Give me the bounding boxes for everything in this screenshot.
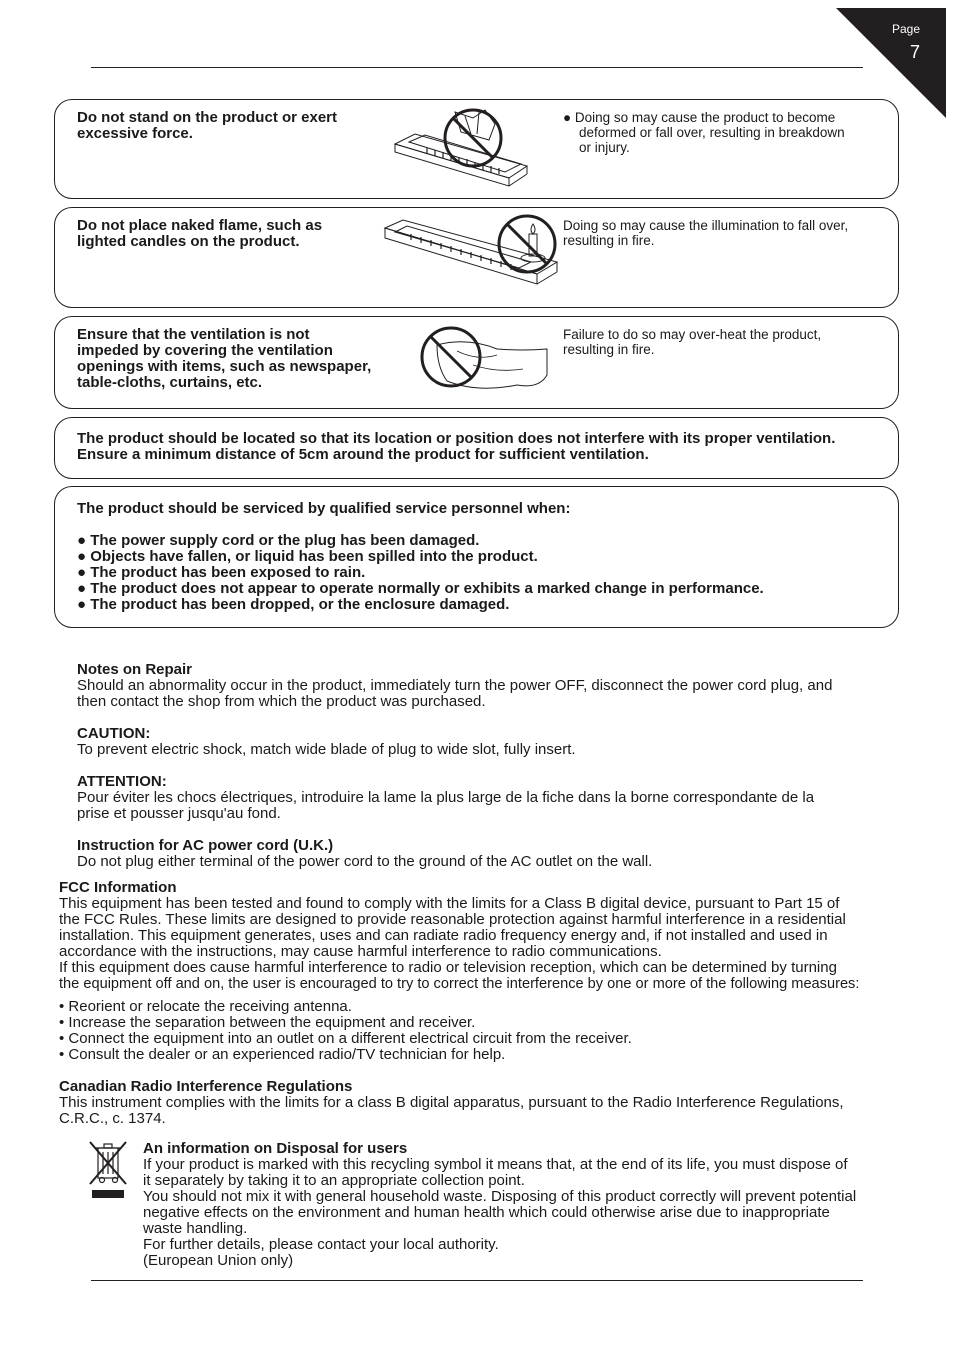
service-intro: The product should be serviced by qualified service personnel when: (77, 500, 571, 517)
ventilation-line: Ensure a minimum distance of 5cm around the product for sufficient ventilation. (77, 446, 649, 463)
fcc-line: the FCC Rules. These limits are designed to provide reasonable protection against harmful interference in a residential (59, 911, 846, 928)
disposal-line: waste handling. (143, 1220, 248, 1237)
fcc-section (59, 880, 949, 992)
repair-section (77, 662, 937, 710)
warning-desc-line: deformed or fall over, resulting in breakdown (579, 125, 845, 140)
warning-box-ventilation (54, 316, 899, 409)
disposal-line: it separately by taking it to an appropriate collection point. (143, 1172, 525, 1189)
repair-line: then contact the shop from which the product was purchased. (77, 693, 486, 710)
no-candle-on-piano-icon (381, 212, 561, 306)
warning-desc-line: Doing so may cause the illumination to fall over, (563, 218, 849, 233)
disposal-line: negative effects on the environment and human health which could otherwise arise due to inappropriate (143, 1204, 830, 1221)
caution-section (77, 726, 937, 758)
ventilation-box (54, 417, 899, 479)
disposal-line: For further details, please contact your local authority. (143, 1236, 499, 1253)
warning-desc-line: or injury. (579, 140, 630, 155)
fcc-line: installation. This equipment generates, uses and can radiate radio frequency energy and, if not installed and used in (59, 927, 828, 944)
no-standing-on-piano-icon (391, 104, 531, 198)
repair-heading: Notes on Repair (77, 661, 193, 678)
fcc-measure-item: • Connect the equipment into an outlet on a different electrical circuit from the receiver. (59, 1030, 632, 1047)
service-item: ● The product does not appear to operate normally or exhibits a marked change in performance. (77, 580, 764, 597)
ventilation-text (77, 431, 835, 463)
bottom-rule (91, 1280, 863, 1281)
warning-title-line: table-cloths, curtains, etc. (77, 374, 263, 391)
caution-line: To prevent electric shock, match wide blade of plug to wide slot, fully insert. (77, 741, 576, 758)
canada-line: C.R.C., c. 1374. (59, 1110, 166, 1127)
warning-desc-line: ● Doing so may cause the product to become (563, 110, 836, 125)
fcc-heading: FCC Information (59, 879, 177, 896)
fcc-line: This equipment has been tested and found to comply with the limits for a Class B digital device, pursuant to Part 15 of (59, 895, 840, 912)
warning-desc-line: resulting in fire. (563, 342, 655, 357)
attention-line: prise et pousser jusqu'au fond. (77, 805, 281, 822)
page-label: Page (892, 22, 921, 36)
page-number: 7 (910, 42, 921, 62)
warning-description (563, 110, 883, 155)
warning-box-flame (54, 207, 899, 308)
warning-desc-line: Failure to do so may over-heat the product, (563, 327, 822, 342)
warning-title-line: Do not place naked flame, such as (77, 217, 323, 234)
attention-heading: ATTENTION: (77, 773, 167, 790)
disposal-line: If your product is marked with this recycling symbol it means that, at the end of its life, you must dispose of (143, 1156, 848, 1173)
no-covered-vents-icon (417, 321, 553, 405)
service-text (77, 501, 764, 613)
warning-title (77, 327, 371, 391)
warning-title-line: lighted candles on the product. (77, 233, 300, 250)
repair-line: Should an abnormality occur in the product, immediately turn the power OFF, disconnect the power cord plug, and (77, 677, 833, 694)
fcc-line: accordance with the instructions, may cause harmful interference to radio communications. (59, 943, 662, 960)
fcc-measures-list (59, 999, 919, 1063)
disposal-line: (European Union only) (143, 1252, 294, 1269)
canada-line: This instrument complies with the limits for a class B digital apparatus, pursuant to the Radio Interference Regulations, (59, 1094, 844, 1111)
service-item: ● The product has been exposed to rain. (77, 564, 366, 581)
canada-section (59, 1079, 939, 1127)
uk-cord-section (77, 838, 937, 870)
fcc-measure-item: • Increase the separation between the equipment and receiver. (59, 1014, 476, 1031)
disposal-line: You should not mix it with general household waste. Disposing of this product correctly will prevent potential (143, 1188, 857, 1205)
attention-section (77, 774, 937, 822)
disposal-heading: An information on Disposal for users (143, 1140, 408, 1157)
service-item: ● Objects have fallen, or liquid has been spilled into the product. (77, 548, 538, 565)
fcc-line: the equipment off and on, the user is encouraged to try to correct the interference by one or more of the following measures: (59, 976, 860, 992)
crossed-out-bin-icon (86, 1138, 130, 1200)
warning-title-line: Do not stand on the product or exert (77, 109, 338, 126)
warning-title (77, 218, 322, 250)
fcc-measure-item: • Reorient or relocate the receiving antenna. (59, 998, 352, 1015)
ventilation-line: The product should be located so that its location or position does not interfere with its proper ventilation. (77, 430, 836, 447)
uk-cord-heading: Instruction for AC power cord (U.K.) (77, 837, 334, 854)
warning-title (77, 110, 337, 142)
warning-description (563, 218, 883, 248)
attention-line: Pour éviter les chocs électriques, introduire la lame la plus large de la fiche dans la borne correspondante de la (77, 789, 815, 806)
canada-heading: Canadian Radio Interference Regulations (59, 1078, 353, 1095)
fcc-measure-item: • Consult the dealer or an experienced radio/TV technician for help. (59, 1046, 506, 1063)
service-item: ● The product has been dropped, or the enclosure damaged. (77, 596, 510, 613)
warning-title-line: impeded by covering the ventilation (77, 342, 333, 359)
service-item: ● The power supply cord or the plug has been damaged. (77, 532, 480, 549)
top-rule (91, 67, 863, 68)
service-box (54, 486, 899, 628)
spacer (77, 517, 764, 533)
warning-title-line: Ensure that the ventilation is not (77, 326, 310, 343)
warning-description (563, 327, 883, 357)
warning-title-line: excessive force. (77, 125, 193, 142)
warning-box-stand (54, 99, 899, 199)
caution-heading: CAUTION: (77, 725, 151, 742)
disposal-section (143, 1141, 943, 1269)
warning-title-line: openings with items, such as newspaper, (77, 358, 372, 375)
uk-cord-line: Do not plug either terminal of the power cord to the ground of the AC outlet on the wall. (77, 853, 653, 870)
warning-desc-line: resulting in fire. (563, 233, 655, 248)
fcc-line: If this equipment does cause harmful interference to radio or television reception, which can be determined by turning (59, 959, 837, 976)
